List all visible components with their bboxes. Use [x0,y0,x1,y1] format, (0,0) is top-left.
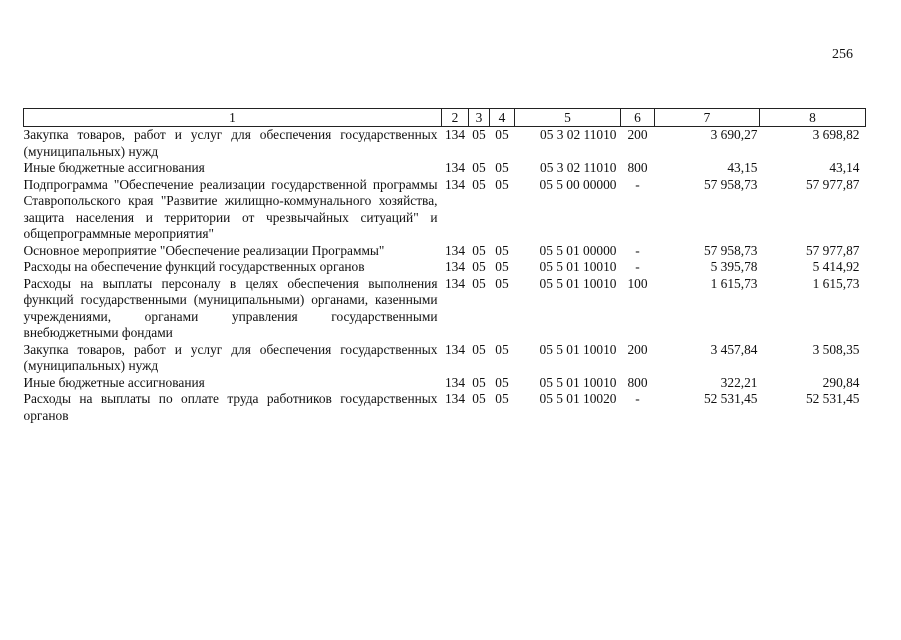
row-sum-2: 57 977,87 [805,176,860,192]
table-row [24,391,866,424]
row-sum-1: 5 395,78 [710,259,758,274]
row-expense-type: 200 [627,341,648,357]
table-header-row [24,109,866,127]
header-col-2: 2 [442,109,469,127]
header-col-1: 1 [24,109,442,127]
row-target-code: 05 3 02 11010 [540,160,617,175]
row-sum-2: 3 508,35 [812,341,860,357]
row-name: Расходы на обеспечение функций государственных органов [23,259,365,274]
row-ministry: 134 [444,176,466,192]
row-expense-type: 800 [627,374,648,390]
row-subsection: 05 [495,374,509,390]
row-ministry: 134 [444,160,466,175]
row-ministry: 134 [444,259,466,274]
row-section: 05 [472,391,486,406]
row-sum-2: 1 615,73 [812,275,860,291]
row-target-code: 05 5 01 10010 [539,374,617,390]
row-target-code: 05 5 00 00000 [539,176,617,192]
row-subsection: 05 [495,341,509,357]
row-ministry: 134 [444,127,466,142]
row-subsection: 05 [495,259,509,274]
row-section: 05 [472,127,486,142]
row-sum-1: 3 690,27 [710,127,758,142]
row-target-code: 05 5 01 10020 [539,391,617,406]
row-ministry: 134 [444,275,466,291]
row-sum-2: 290,84 [822,374,860,390]
row-section: 05 [472,341,486,357]
row-ministry: 134 [444,374,466,390]
row-sum-1: 57 958,73 [703,176,758,192]
row-target-code: 05 5 01 10010 [539,341,617,357]
table-row [24,160,866,177]
row-subsection: 05 [495,160,509,175]
row-name: Основное мероприятие "Обеспечение реализации Программы" [23,242,385,258]
row-sum-1: 57 958,73 [703,242,758,258]
row-subsection: 05 [495,127,509,142]
row-expense-type: 100 [627,275,648,291]
header-col-5: 5 [515,109,621,127]
table-row [24,342,866,375]
row-expense-type: 200 [627,127,648,142]
row-sum-2: 5 414,92 [812,259,860,274]
row-name: Расходы на выплаты персоналу в целях обеспечения выполнения функций государственными (муниципальными) органами, казенными учреждениями, органами управления государственными внебюджетными фондами [23,275,438,340]
header-col-8: 8 [760,109,866,127]
row-sum-2: 52 531,45 [805,391,860,406]
row-expense-type: 800 [627,160,648,175]
header-col-4: 4 [490,109,515,127]
row-name: Закупка товаров, работ и услуг для обеспечения государственных (муниципальных) нужд [23,127,438,159]
row-target-code: 05 3 02 11010 [540,127,617,142]
row-section: 05 [472,275,486,291]
header-col-3: 3 [469,109,490,127]
row-name: Закупка товаров, работ и услуг для обеспечения государственных (муниципальных) нужд [23,341,438,373]
row-sum-1: 43,15 [727,160,758,175]
table-row [24,127,866,161]
row-expense-type: - [635,259,640,274]
row-target-code: 05 5 01 10010 [539,275,617,291]
table-row [24,276,866,342]
header-col-7: 7 [655,109,760,127]
row-sum-2: 43,14 [829,160,860,175]
budget-table [23,108,866,424]
header-col-6: 6 [621,109,655,127]
page-number: 256 [832,47,853,62]
row-subsection: 05 [495,242,509,258]
row-sum-1: 1 615,73 [710,275,758,291]
row-sum-2: 57 977,87 [805,242,860,258]
row-section: 05 [472,176,486,192]
row-name: Подпрограмма "Обеспечение реализации государственной программы Ставропольского края "Развитие жилищно-коммунального хозяйства, защита населения и территории от чрезвычайных ситуаций" и общепрограммные мероприятия" [23,176,438,241]
row-target-code: 05 5 01 10010 [539,259,617,274]
row-ministry: 134 [444,242,466,258]
row-expense-type: - [635,242,640,258]
table-row [24,177,866,243]
row-subsection: 05 [495,275,509,291]
row-expense-type: - [635,176,640,192]
row-name: Иные бюджетные ассигнования [23,160,205,175]
table-row [24,243,866,260]
row-sum-1: 322,21 [720,374,758,390]
row-section: 05 [472,160,486,175]
row-expense-type: - [635,391,640,406]
table-row [24,375,866,392]
row-sum-1: 52 531,45 [703,391,758,406]
row-target-code: 05 5 01 00000 [539,242,617,258]
table-row [24,259,866,276]
row-section: 05 [472,259,486,274]
row-ministry: 134 [444,341,466,357]
row-section: 05 [472,242,486,258]
row-section: 05 [472,374,486,390]
row-sum-1: 3 457,84 [710,341,758,357]
row-sum-2: 3 698,82 [812,127,860,142]
row-name: Иные бюджетные ассигнования [23,374,205,390]
row-subsection: 05 [495,176,509,192]
row-ministry: 134 [444,391,466,406]
row-name: Расходы на выплаты по оплате труда работников государственных органов [23,391,438,423]
row-subsection: 05 [495,391,509,406]
